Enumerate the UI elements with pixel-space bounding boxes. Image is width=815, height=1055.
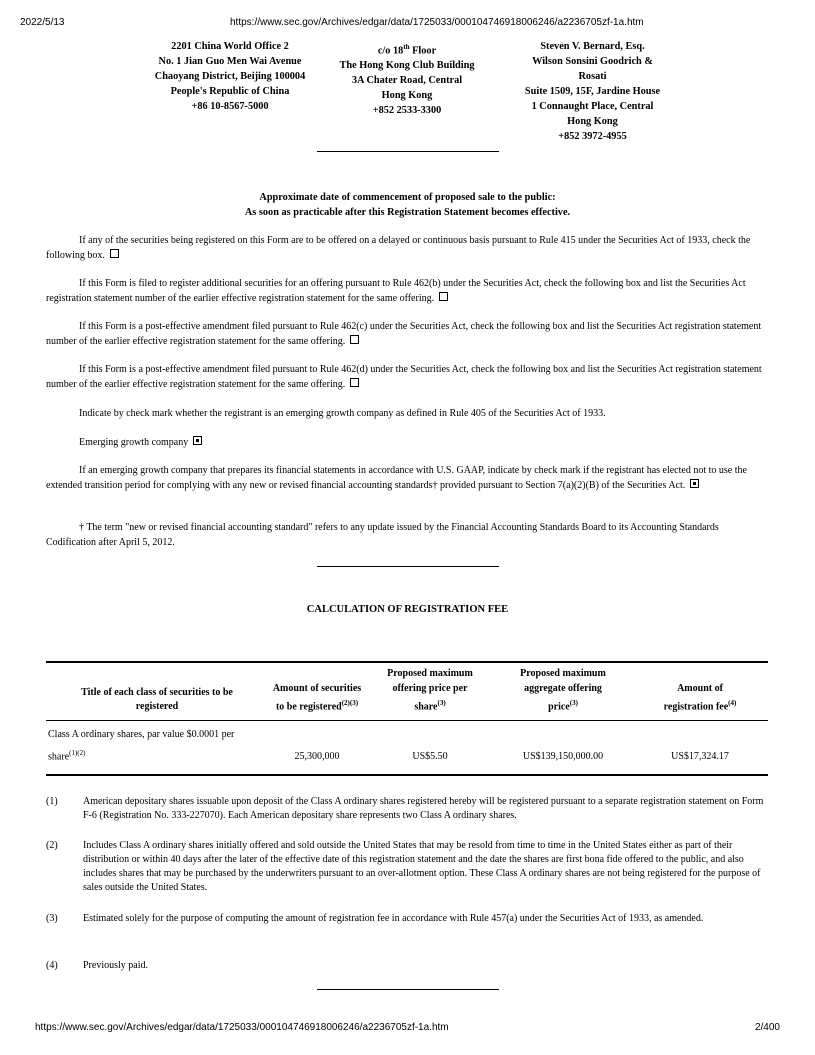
rule-462d-checkbox[interactable]	[350, 378, 359, 387]
rule-462d-paragraph: If this Form is a post-effective amendment filed pursuant to Rule 462(d) under the Securities Act, check the following box and list the Securities Act registration statement number of the earlier effective registration statement for the same offering.	[46, 364, 762, 390]
footnote-mark: (3)	[46, 913, 58, 924]
cell-amount: 25,300,000	[294, 751, 340, 763]
address-line: People's Republic of China	[170, 86, 290, 97]
header-fee: Amount of registration fee$^{(4)}$	[632, 662, 768, 720]
section-divider	[317, 151, 499, 152]
rule-462b-paragraph: If this Form is filed to register additional securities for an offering pursuant to Rule 462(b) under the Securities Act, check the following box and list the Securities Act registration statement number of the earlier effective registration statement for the same offering.	[46, 278, 746, 304]
header-amount: Amount of securities to be registered$^{(2)(3)}$	[268, 662, 366, 720]
address-line: c/o 18th Floor	[377, 43, 437, 57]
rule-462b-checkbox[interactable]	[439, 292, 448, 301]
address-line: 3A Chater Road, Central	[351, 75, 463, 87]
footnote-text: Estimated solely for the purpose of computing the amount of registration fee in accordance with Rule 457(a) under the Securities Act of 1933, as amended.	[83, 913, 704, 924]
rule-462c-checkbox[interactable]	[350, 335, 359, 344]
table-header-row	[46, 662, 768, 720]
page-number: 2/400	[754, 1022, 780, 1033]
address-line: 2201 China World Office 2	[171, 41, 289, 52]
print-footer-url: https://www.sec.gov/Archives/edgar/data/1725033/000104746918006246/a2236705zf-1a.htm	[35, 1022, 449, 1033]
egc-label: Emerging growth company	[79, 437, 189, 448]
egc-checkbox[interactable]	[193, 436, 202, 445]
print-date: 2022/5/13	[20, 17, 65, 28]
egc-line	[46, 436, 768, 451]
egc-indicate-paragraph: Indicate by check mark whether the registrant is an emerging growth company as defined in Rule 405 of the Securities Act of 1933.	[79, 408, 606, 419]
address-phone: +86 10-8567-5000	[191, 101, 269, 112]
table-row	[46, 720, 768, 775]
address-line: Steven V. Bernard, Esq.	[540, 41, 645, 52]
address-line: No. 1 Jian Guo Men Wai Avenue	[158, 56, 302, 67]
header-price-per-share: Proposed maximum offering price per share$^{(3)}$	[366, 662, 494, 720]
address-phone: +852 2533-3300	[372, 105, 442, 117]
footnote-mark: (1)	[46, 796, 58, 807]
address-line: Wilson Sonsini Goodrich &	[532, 56, 653, 67]
footnote-text: American depositary shares issuable upon deposit of the Class A ordinary shares registered hereby will be registered pursuant to a separate registration statement on Form F-6 (Registration No. 333-227070). Each American depositary share represents two Class A ordinary shares.	[83, 796, 764, 821]
header-aggregate: Proposed maximum aggregate offering price$^{(3)}$	[494, 662, 632, 720]
approx-sale-date	[0, 190, 815, 220]
rule-462c-paragraph: If this Form is a post-effective amendment filed pursuant to Rule 462(c) under the Securities Act, check the following box and list the Securities Act registration statement number of the earlier effective registration statement for the same offering.	[46, 321, 762, 347]
gaap-checkbox[interactable]	[690, 479, 699, 488]
address-line: Hong Kong	[567, 116, 618, 127]
registration-fee-table	[46, 661, 768, 776]
address-line: The Hong Kong Club Building	[339, 60, 475, 72]
rule-415-checkbox[interactable]	[110, 249, 119, 258]
cell-fee: US$17,324.17	[671, 751, 729, 763]
hk-office-address	[322, 40, 492, 118]
cell-class-title: Class A ordinary shares, par value $0.0001 per share$^{(1)(2)}$	[48, 728, 235, 763]
footnote-mark: (4)	[46, 960, 58, 971]
header-title-class: Title of each class of securities to be registered	[46, 662, 268, 720]
fee-table-title: CALCULATION OF REGISTRATION FEE	[306, 604, 509, 615]
gaap-paragraph: If an emerging growth company that prepares its financial statements in accordance with U.S. GAAP, indicate by check mark if the registrant has elected not to use the extended transition period for complying with any new or revised financial accounting standards† provided pursuant to Section 7(a)(2)(B) of the Securities Act.	[46, 465, 747, 491]
footnote-text: Includes Class A ordinary shares initially offered and sold outside the United States that may be resold from time to time in the United States either as part of their distribution or within 40 days after the later of the effective date of this registration statement and the date the shares are first bona fide offered to the public, and also includes shares that may be purchased by the underwriters pursuant to an over-allotment option. These Class A ordinary shares are not being registered for the purpose of sales outside the United States.	[83, 840, 761, 893]
cell-aggregate: US$139,150,000.00	[522, 751, 604, 763]
rule-415-paragraph: If any of the securities being registered on this Form are to be offered on a delayed or continuous basis pursuant to Rule 415 under the Securities Act of 1933, check the following box.	[46, 235, 751, 261]
section-divider	[317, 566, 499, 567]
address-line: Rosati	[578, 71, 607, 82]
company-address	[130, 39, 330, 114]
counsel-address	[505, 39, 680, 144]
footnote-text: Previously paid.	[83, 960, 148, 971]
dagger-note: † The term "new or revised financial accounting standard" refers to any update issued by the Financial Accounting Standards Board to its Accounting Standards Codification after April 5, 2012.	[46, 522, 719, 548]
address-line: Chaoyang District, Beijing 100004	[154, 71, 306, 82]
footnote-mark: (2)	[46, 840, 58, 851]
print-url: https://www.sec.gov/Archives/edgar/data/1725033/000104746918006246/a2236705zf-1a.htm	[230, 17, 644, 28]
approx-sale-heading: Approximate date of commencement of proposed sale to the public:	[259, 192, 556, 203]
section-divider	[317, 989, 499, 990]
address-line: Suite 1509, 15F, Jardine House	[524, 86, 661, 97]
approx-sale-text: As soon as practicable after this Registration Statement becomes effective.	[244, 207, 571, 218]
address-line: Hong Kong	[381, 90, 433, 102]
address-phone: +852 3972-4955	[558, 131, 627, 142]
address-line: 1 Connaught Place, Central	[531, 101, 654, 112]
cell-price-per-share: US$5.50	[412, 751, 448, 763]
